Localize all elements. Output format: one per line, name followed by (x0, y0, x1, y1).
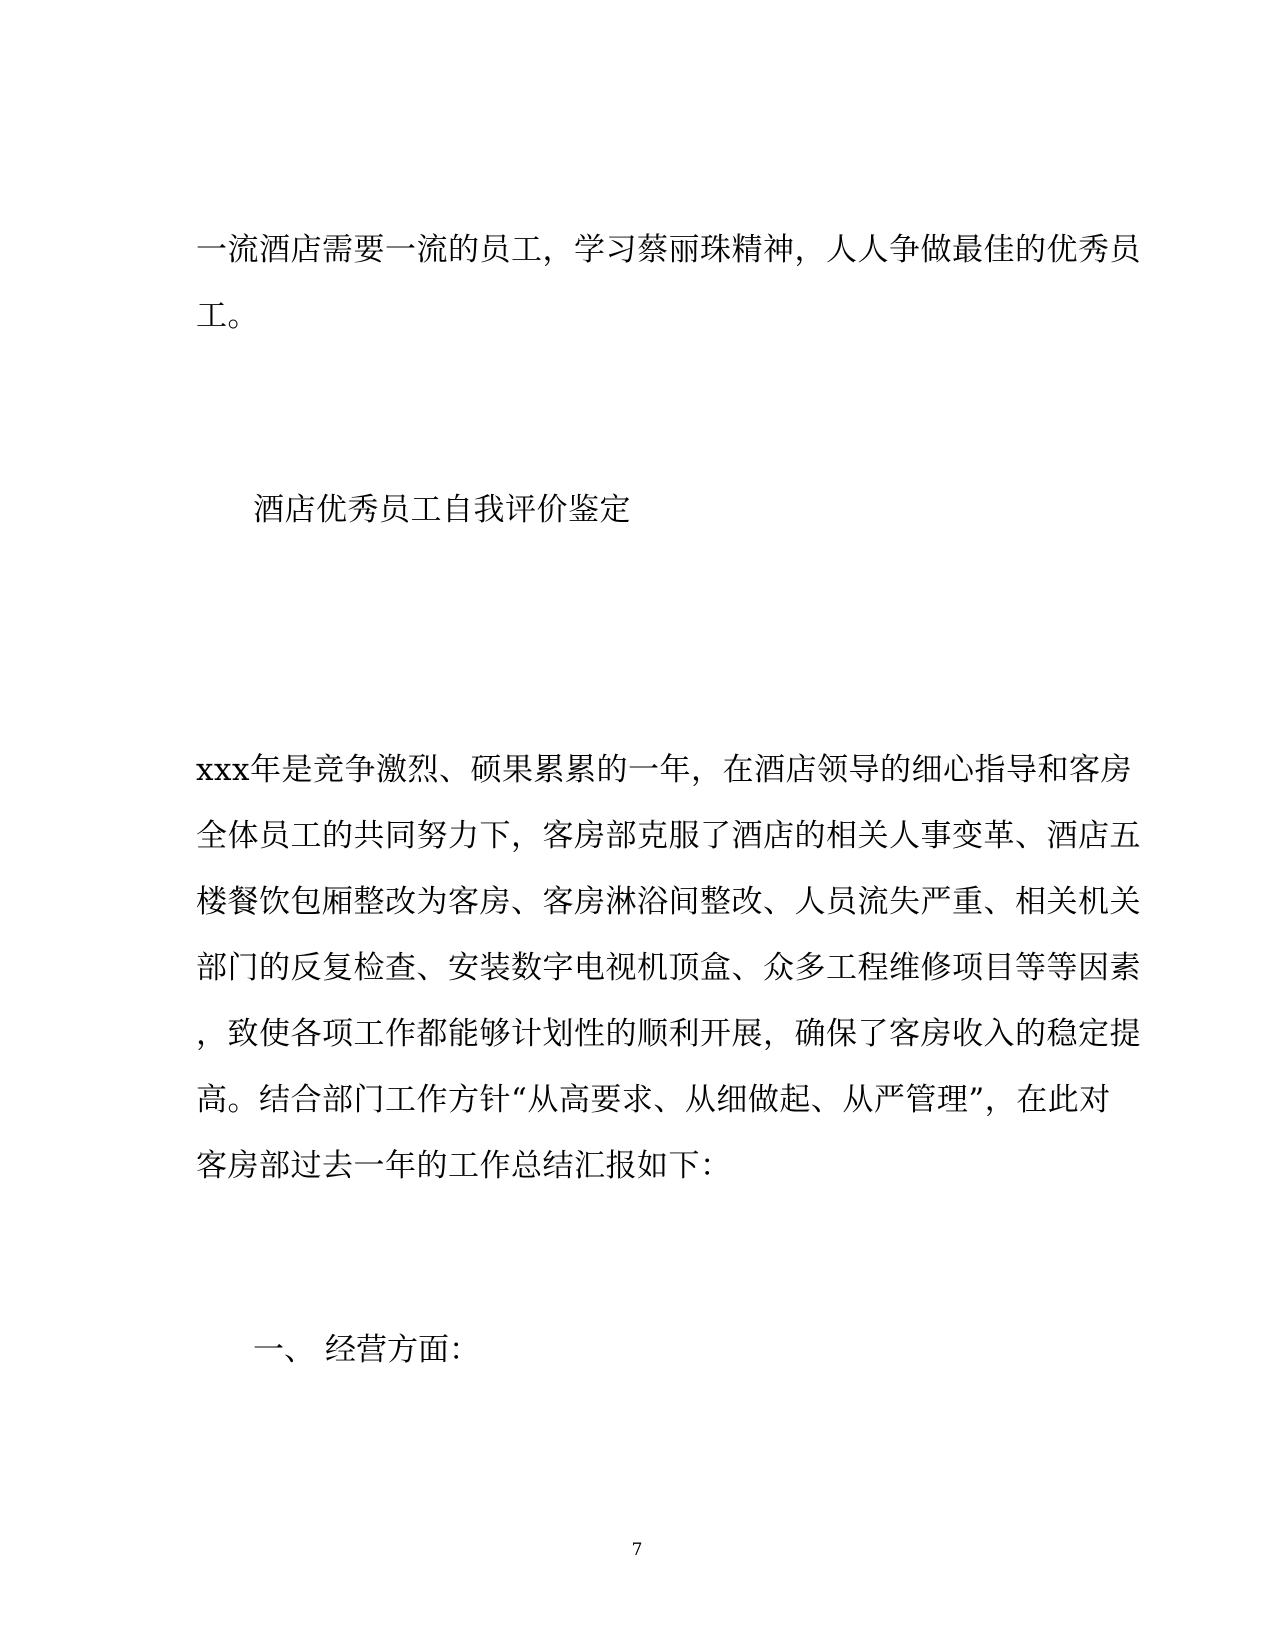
paragraph-line: 高。结合部门工作方针“从高要求、从细做起、从严管理”，在此对 (196, 1082, 1111, 1118)
paragraph-line: 楼餐饮包厢整改为客房、客房淋浴间整改、人员流失严重、相关机关 (196, 884, 1141, 920)
body-paragraph (196, 737, 1141, 1199)
document-heading: 酒店优秀员工自我评价鉴定 (253, 492, 631, 528)
paragraph-line: 客房部过去一年的工作总结汇报如下： (196, 1148, 732, 1184)
paragraph-line: 全体员工的共同努力下，客房部克服了酒店的相关人事变革、酒店五 (196, 818, 1141, 854)
page-number: 7 (631, 1540, 643, 1560)
section-heading (253, 1317, 480, 1383)
paragraph-line: ，致使各项工作都能够计划性的顺利开展，确保了客房收入的稳定提 (196, 1016, 1141, 1052)
paragraph-line: 工。 (196, 298, 259, 334)
section-title: 经营方面： (325, 1332, 480, 1368)
intro-paragraph (196, 217, 1141, 349)
paragraph-line: xxx年是竞争激烈、硕果累累的一年，在酒店领导的细心指导和客房 (196, 752, 1132, 788)
section-number: 一、 (253, 1332, 315, 1368)
paragraph-line: 一流酒店需要一流的员工，学习蔡丽珠精神，人人争做最佳的优秀员 (196, 232, 1141, 268)
paragraph-line: 部门的反复检查、安装数字电视机顶盒、众多工程维修项目等等因素 (196, 950, 1141, 986)
